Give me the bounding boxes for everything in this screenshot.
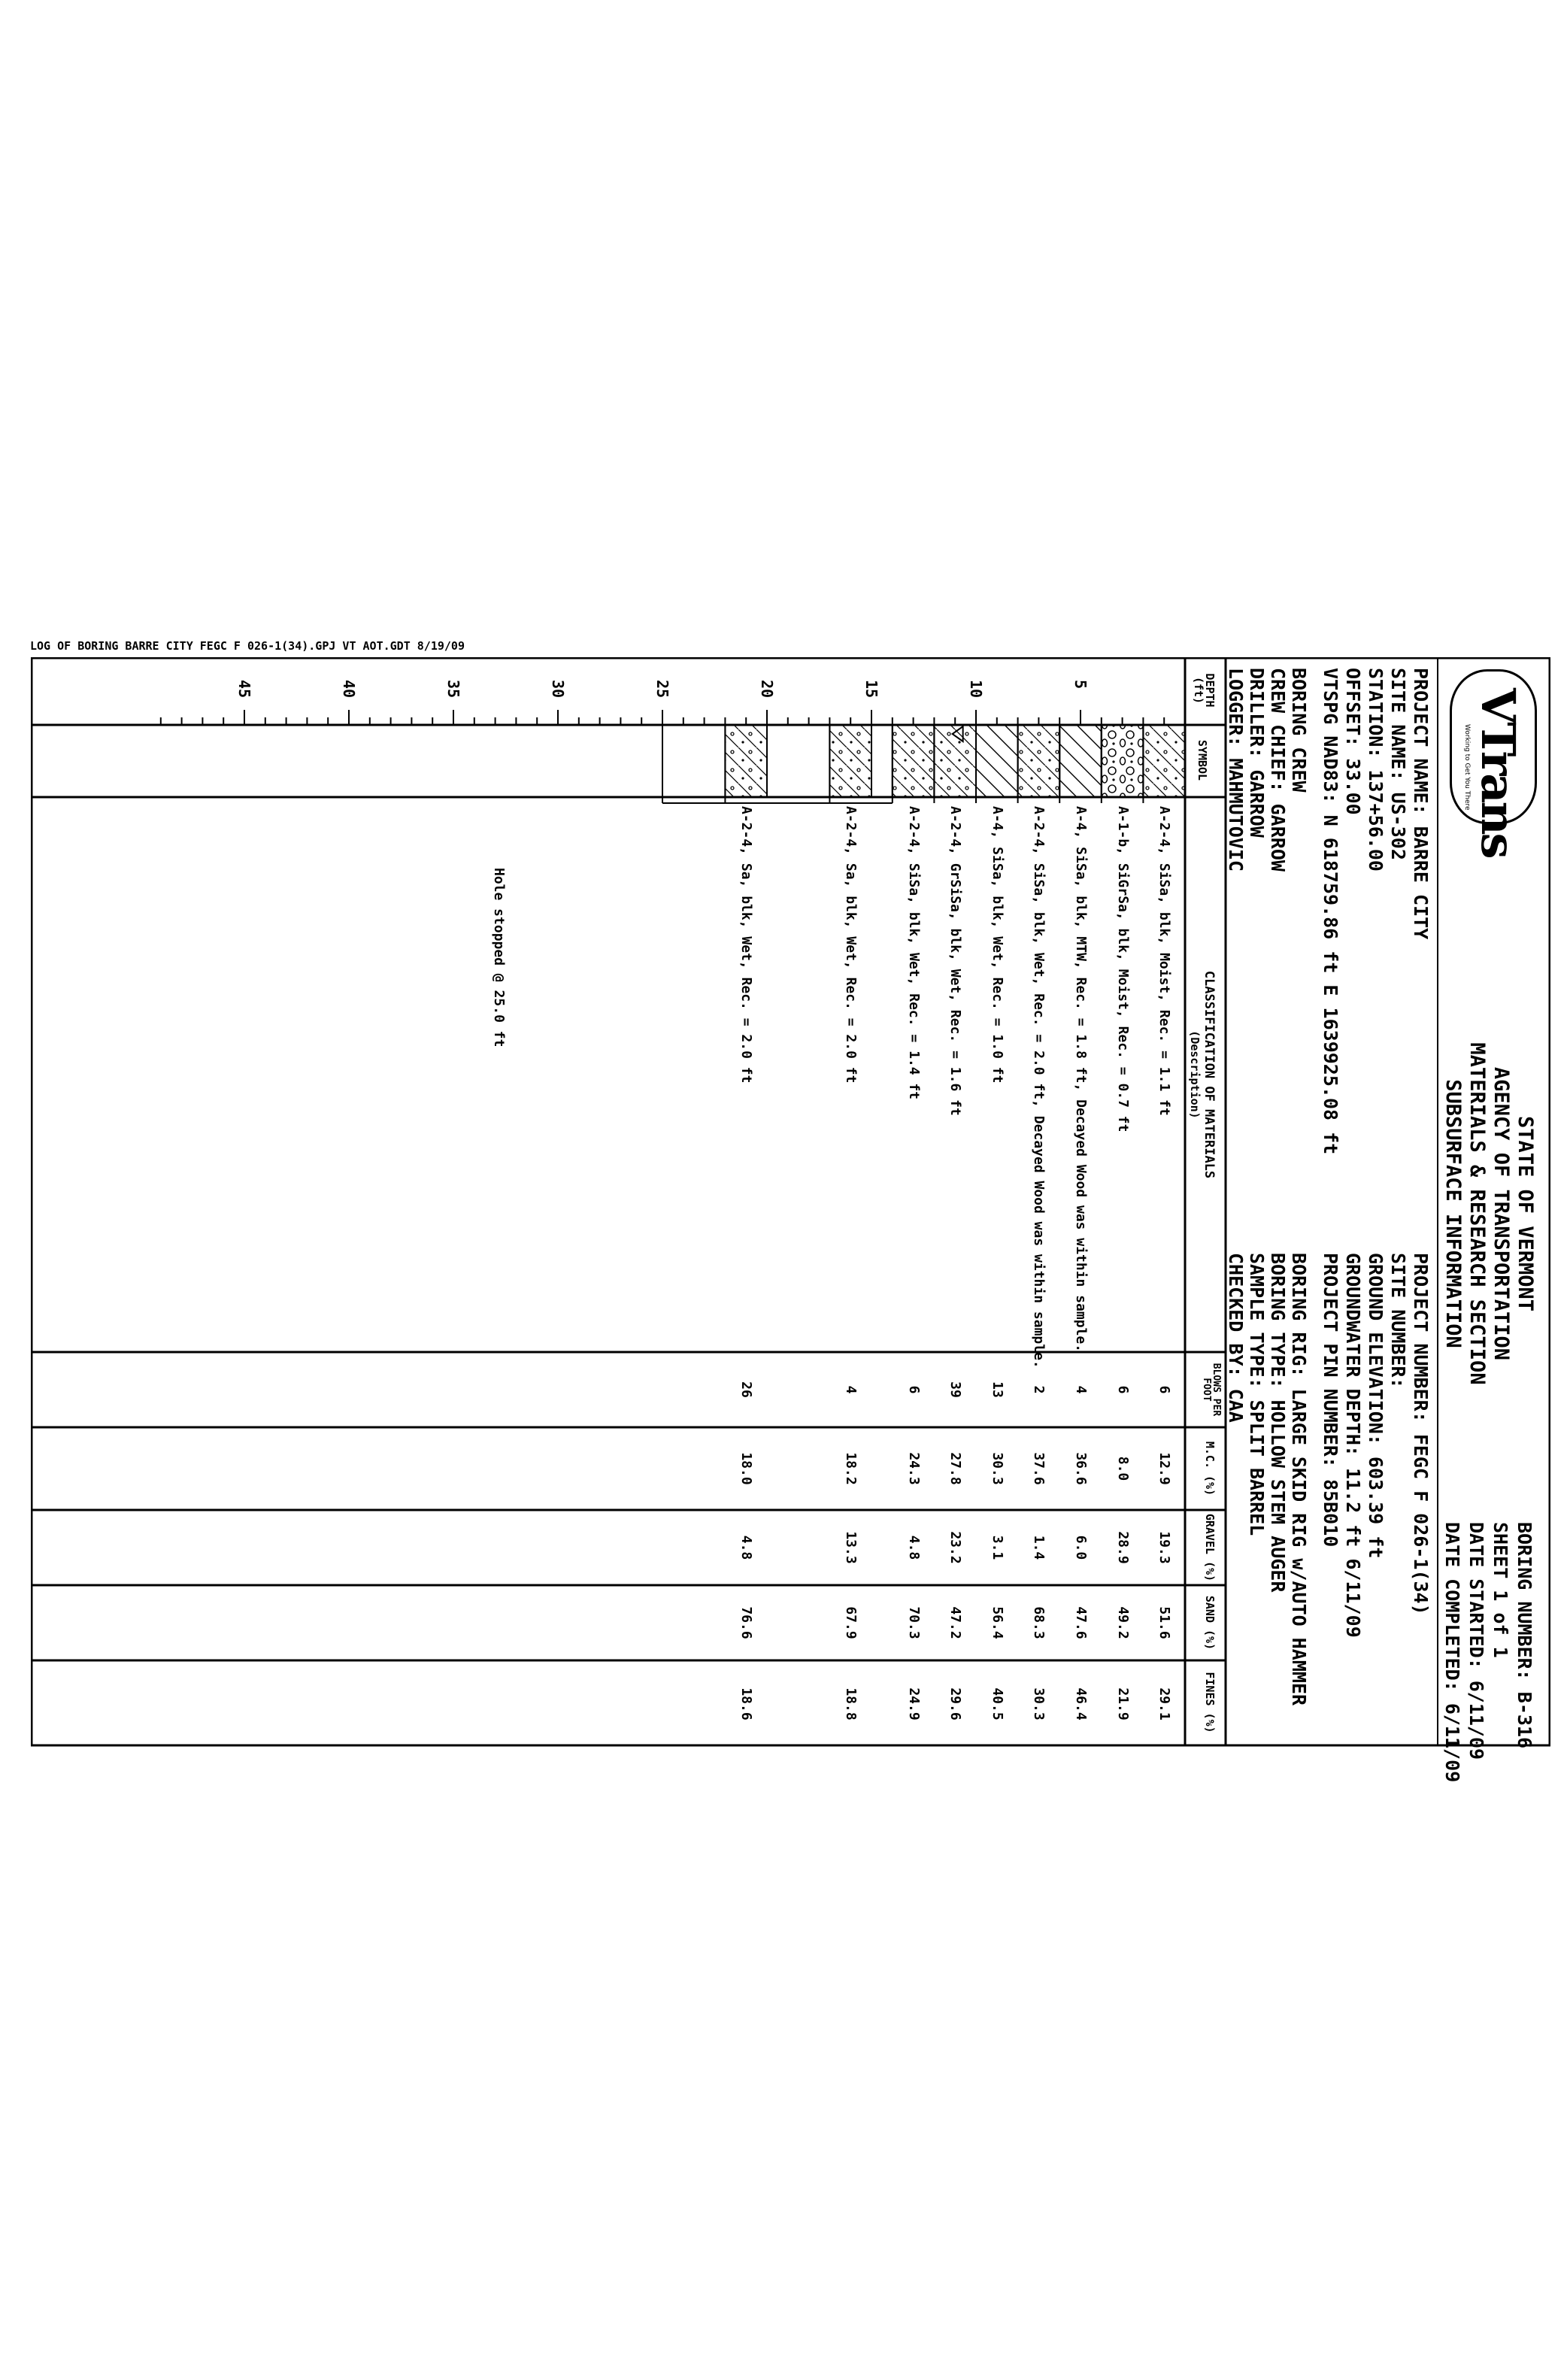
sample-gravel: 1.4: [1031, 1535, 1047, 1560]
sample-sand: 51.6: [1156, 1606, 1173, 1639]
boring-log-sheet: [31, 657, 1550, 1783]
sample-description: A-2-4, Sa, blk, Wet, Rec. = 2.0 ft: [738, 806, 755, 1084]
col-header-gravel: GRAVEL (%): [1203, 1513, 1217, 1582]
crew-chief: CREW CHIEF: GARROW: [1267, 668, 1289, 872]
sample-fines: 29.1: [1156, 1687, 1173, 1721]
col-header-classification: CLASSIFICATION OF MATERIALS: [1202, 970, 1217, 1179]
sample-sand: 49.2: [1114, 1606, 1131, 1639]
soil-symbol-gravel: [1102, 725, 1144, 797]
col-header-blows: BLOWS PER FOOT: [1201, 1363, 1222, 1417]
title-line-3: MATERIALS & RESEARCH SECTION: [1465, 1042, 1489, 1385]
boring-rig: BORING RIG: LARGE SKID RIG w/AUTO HAMMER: [1288, 1253, 1310, 1706]
sample-fines: 46.4: [1073, 1687, 1089, 1721]
sample-blows: 4: [1073, 1385, 1089, 1394]
station: STATION: 137+56.00: [1365, 668, 1387, 872]
sample-description: A-2-4, GrSiSa, blk, Wet, Rec. = 1.6 ft: [947, 806, 964, 1116]
col-header-sand: SAND (%): [1203, 1595, 1217, 1651]
groundwater-depth: GROUNDWATER DEPTH: 11.2 ft 6/11/09: [1342, 1253, 1364, 1638]
sample-description: A-2-4, SiSa, blk, Wet, Rec. = 1.4 ft: [905, 806, 922, 1100]
sample-gravel: 4.8: [738, 1535, 755, 1560]
offset: OFFSET: 33.00: [1342, 668, 1364, 815]
sample-mc: 24.3: [905, 1452, 922, 1485]
sample-type: SAMPLE TYPE: SPLIT BARREL: [1246, 1253, 1268, 1536]
sample-description: A-2-4, SiSa, blk, Moist, Rec. = 1.1 ft: [1156, 806, 1173, 1116]
project-pin-number: PROJECT PIN NUMBER: 85B010: [1320, 1253, 1341, 1548]
depth-tick-label: 25: [653, 680, 671, 699]
sample-blows: 39: [947, 1381, 964, 1398]
col-header-depth: DEPTH (ft): [1192, 673, 1217, 708]
title-line-4: SUBSURFACE INFORMATION: [1441, 1079, 1465, 1348]
sample-fines: 21.9: [1114, 1687, 1131, 1721]
sample-mc: 18.2: [843, 1452, 859, 1485]
sample-fines: 24.9: [905, 1687, 922, 1721]
sample-description: A-2-4, Sa, blk, Wet, Rec. = 2.0 ft: [843, 806, 859, 1084]
sample-gravel: 28.9: [1114, 1531, 1131, 1564]
logger: LOGGER: MAHMUTOVIC: [1225, 668, 1247, 872]
sample-gravel: 6.0: [1073, 1535, 1089, 1560]
depth-tick-label: 5: [1071, 680, 1090, 690]
soil-symbol-dots: [934, 725, 976, 797]
depth-tick-label: 45: [235, 680, 253, 699]
site-name: SITE NAME: US-302: [1387, 668, 1409, 860]
depth-tick-label: 10: [967, 680, 985, 699]
sample-description: A-1-b, SiGrSa, blk, Moist, Rec. = 0.7 ft: [1114, 806, 1131, 1132]
depth-tick-label: 35: [444, 680, 462, 699]
sample-sand: 56.4: [989, 1606, 1005, 1639]
sample-description: A-4, SiSa, blk, Wet, Rec. = 1.0 ft: [989, 806, 1005, 1084]
sample-fines: 18.6: [738, 1687, 755, 1721]
sample-blows: 26: [738, 1381, 755, 1398]
sample-blows: 6: [1156, 1385, 1173, 1394]
col-header-fines: FINES (%): [1203, 1672, 1217, 1733]
sample-gravel: 13.3: [843, 1531, 859, 1564]
sample-blows: 13: [989, 1381, 1005, 1398]
sample-mc: 18.0: [738, 1452, 755, 1485]
soil-symbol-dots: [1018, 725, 1060, 797]
soil-symbol-hatch: [976, 725, 1018, 797]
soil-symbol-hatch: [1059, 725, 1102, 797]
date-completed: DATE COMPLETED: 6/11/09: [1441, 1522, 1463, 1783]
logo-subtext: Working to Get You There: [1463, 724, 1471, 811]
sample-fines: 18.8: [843, 1687, 859, 1721]
sample-sand: 67.9: [843, 1606, 859, 1639]
sample-sand: 47.2: [947, 1606, 964, 1639]
sample-mc: 12.9: [1156, 1452, 1173, 1485]
sample-gravel: 4.8: [905, 1535, 922, 1560]
driller: DRILLER: GARROW: [1246, 668, 1268, 838]
hole-stopped-note: Hole stopped @ 25.0 ft: [491, 868, 507, 1048]
sample-gravel: 3.1: [989, 1535, 1005, 1560]
boring-type: BORING TYPE: HOLLOW STEM AUGER: [1267, 1253, 1289, 1593]
sample-fines: 40.5: [989, 1687, 1005, 1721]
sample-mc: 8.0: [1114, 1456, 1131, 1481]
sample-blows: 6: [905, 1385, 922, 1394]
vtrans-logo: [1450, 669, 1537, 857]
sample-mc: 37.6: [1031, 1452, 1047, 1485]
sample-mc: 36.6: [1073, 1452, 1089, 1485]
col-header-mc: M.C. (%): [1203, 1441, 1217, 1496]
vtspg-coordinates: VTSPG NAD83: N 618759.86 ft E 1639925.08 ft: [1320, 668, 1341, 1155]
soil-symbol-dots: [829, 725, 871, 797]
soil-symbol-dots: [1143, 725, 1185, 797]
sample-sand: 47.6: [1073, 1606, 1089, 1639]
title-line-1: STATE OF VERMONT: [1514, 1115, 1537, 1312]
depth-tick-label: 20: [758, 680, 776, 699]
sample-fines: 30.3: [1031, 1687, 1047, 1721]
col-header-classification-sub: (Description): [1188, 1030, 1202, 1119]
sample-sand: 70.3: [905, 1606, 922, 1639]
soil-symbol-dots: [893, 725, 935, 797]
depth-tick-label: 40: [340, 680, 358, 699]
boring-number: BORING NUMBER: B-316: [1514, 1522, 1535, 1749]
boring-crew: BORING CREW: [1288, 668, 1310, 793]
checked-by: CHECKED BY: CAA: [1225, 1253, 1247, 1423]
site-number: SITE NUMBER:: [1387, 1253, 1409, 1389]
project-number: PROJECT NUMBER: FEGC F 026-1(34): [1410, 1253, 1432, 1615]
logo-text: VTrans: [1471, 688, 1526, 857]
date-started: DATE STARTED: 6/11/09: [1465, 1522, 1487, 1760]
sample-blows: 4: [843, 1385, 859, 1394]
sample-blows: 2: [1031, 1385, 1047, 1394]
sample-mc: 27.8: [947, 1452, 964, 1485]
sample-gravel: 23.2: [947, 1531, 964, 1564]
sheet-count: SHEET 1 of 1: [1490, 1522, 1511, 1658]
sample-description: A-2-4, SiSa, blk, Wet, Rec. = 2.0 ft, Decayed Wood was within sample.: [1031, 806, 1047, 1369]
sample-blows: 6: [1114, 1385, 1131, 1394]
col-header-symbol: SYMBOL: [1196, 739, 1209, 781]
title-line-2: AGENCY OF TRANSPORTATION: [1490, 1066, 1513, 1361]
footer-file-line: LOG OF BORING BARRE CITY FEGC F 026-1(34).GPJ VT AOT.GDT 8/19/09: [30, 639, 465, 653]
depth-tick-label: 30: [549, 680, 567, 699]
project-name: PROJECT NAME: BARRE CITY: [1410, 668, 1432, 940]
sample-gravel: 19.3: [1156, 1531, 1173, 1564]
sample-fines: 29.6: [947, 1687, 964, 1721]
soil-symbol-dots: [725, 725, 767, 797]
sample-sand: 68.3: [1031, 1606, 1047, 1639]
sample-sand: 76.6: [738, 1606, 755, 1639]
sample-mc: 30.3: [989, 1452, 1005, 1485]
ground-elevation: GROUND ELEVATION: 603.39 ft: [1365, 1253, 1387, 1559]
depth-tick-label: 15: [862, 680, 880, 699]
sample-description: A-4, SiSa, blk, MTW, Rec. = 1.8 ft, Decayed Wood was within sample.: [1073, 806, 1089, 1353]
